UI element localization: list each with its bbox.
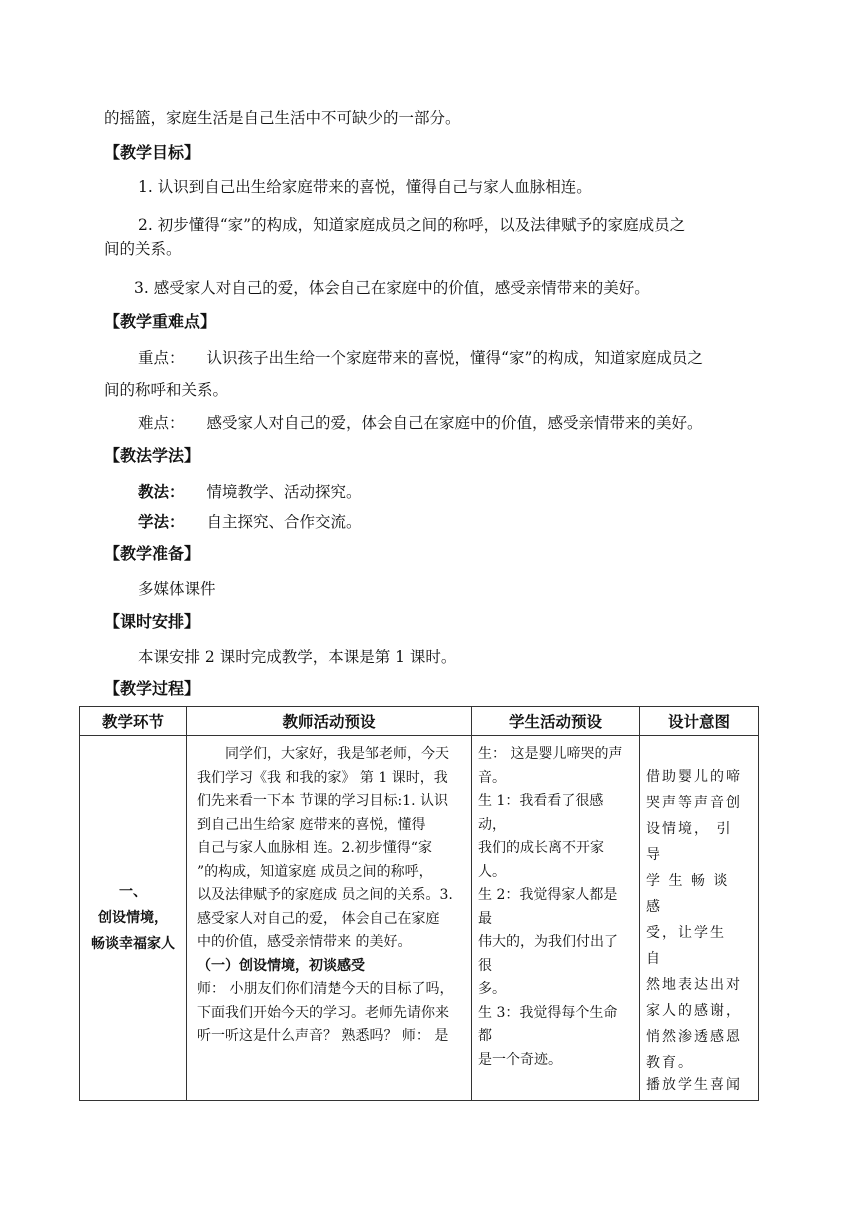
student-line: 生 1：我看看了很感动， (478, 793, 604, 833)
focus-text: 认识孩子出生给一个家庭带来的喜悦，懂得“家”的构成，知道家庭成员之 (206, 349, 703, 367)
intro-line: 的摇篮，家庭生活是自己生活中不可缺少的一部分。 (104, 109, 461, 127)
header-student-activity: 学生活动预设 (472, 707, 640, 736)
table-header-row (80, 707, 759, 736)
student-line: 生 2：我觉得家人都是最 (478, 887, 618, 927)
student-line: 多。 (478, 981, 506, 997)
student-line: 我们的成长离不开家人。 (478, 840, 604, 880)
preparation-heading: 【教学准备】 (104, 544, 201, 563)
difficulty-label: 难点： (138, 414, 185, 432)
focus-label: 重点： (138, 349, 185, 367)
teaching-process-table (79, 706, 759, 1101)
intent-line: 设情境， 引导 (646, 821, 733, 863)
teacher-line: 中的价值，感受亲情带来 的美好。 (197, 934, 412, 950)
design-intent-cell (640, 736, 759, 1101)
teacher-dialog-line: 听一听这是什么声音？ 熟悉吗？ 师： 是 (197, 1028, 449, 1044)
student-line: 生： 这是婴儿啼哭的声 (478, 746, 623, 762)
teacher-line: ”的构成，知道家庭 成员之间的称呼， (197, 863, 433, 880)
student-line: 是一个奇迹。 (478, 1051, 562, 1068)
intent-line: 教育。 (646, 1055, 694, 1071)
student-activity-cell (472, 736, 640, 1101)
difficulty-text: 感受家人对自己的爱，体会自己在家庭中的价值，感受亲情带来的美好。 (206, 414, 703, 432)
goals-heading: 【教学目标】 (104, 143, 201, 162)
teach-method-text: 情境教学、活动探究。 (206, 483, 362, 501)
teacher-line: 我们学习《我 和我的家》 第 1 课时，我 (197, 769, 448, 786)
learn-method-line (138, 511, 362, 533)
goal-item-1: 1. 认识到自己出生给家庭带来的喜悦，懂得自己与家人血脉相连。 (138, 178, 592, 196)
preparation-text: 多媒体课件 (138, 580, 216, 598)
teacher-subheading: （一）创设情境，初谈感受 (197, 957, 365, 974)
header-teacher-activity: 教师活动预设 (187, 707, 472, 736)
teacher-dialog-line: 师： 小朋友们你们清楚今天的目标了吗， (197, 981, 454, 997)
teacher-line: 以及法律赋予的家庭成 员之间的关系。3. (197, 887, 453, 903)
intent-line: 哭声等声音创 (646, 795, 742, 811)
header-stage: 教学环节 (80, 707, 187, 736)
focus-text-cont: 间的称呼和关系。 (104, 381, 229, 399)
student-line: 音。 (478, 769, 506, 786)
intent-line: 悄然渗透感恩 (646, 1029, 742, 1045)
difficulty-line (138, 412, 703, 434)
teacher-dialog-line: 下面我们开始今天的学习。老师先请你来 (197, 1004, 449, 1021)
teacher-line: 自己与家人血脉相 连。2.初步懂得“家 (197, 840, 432, 856)
table-row (80, 736, 759, 1101)
process-heading: 【教学过程】 (104, 679, 201, 698)
teacher-line: 到自己出生给家 庭带来的喜悦，懂得 (197, 816, 426, 833)
stage-number: 一、 (119, 884, 147, 900)
intent-line: 学 生 畅 谈 感 (646, 873, 730, 915)
intent-line: 家人的感谢， (646, 1003, 742, 1019)
methods-heading: 【教法学法】 (104, 446, 201, 465)
goal-item-2: 2. 初步懂得“家”的构成，知道家庭成员之间的称呼，以及法律赋予的家庭成员之 (138, 216, 686, 234)
student-line: 生 3：我觉得每个生命都 (478, 1004, 618, 1044)
goal-item-2-cont: 间的关系。 (104, 240, 182, 258)
stage-title-2: 畅谈幸福家人 (91, 936, 175, 952)
teacher-line: 们先来看一下本 节课的学习目标:1. 认识 (197, 793, 448, 809)
teacher-line: 同学们，大家好，我是邹老师，今天 (225, 746, 449, 762)
stage-title-1: 创设情境， (98, 910, 168, 926)
stage-cell (80, 736, 187, 1101)
teach-method-label: 教法： (138, 482, 185, 501)
goal-item-3: 3. 感受家人对自己的爱，体会自己在家庭中的价值，感受亲情带来的美好。 (134, 279, 650, 297)
intent-line: 受，让学生 自 (646, 925, 726, 967)
teacher-line: 感受家人对自己的爱， 体会自己在家庭 (197, 910, 440, 927)
schedule-heading: 【课时安排】 (104, 612, 201, 631)
intent-line: 借助婴儿的啼 (646, 769, 742, 785)
intent-tail: 播放学生喜闻 (646, 1077, 742, 1093)
learn-method-label: 学法： (138, 512, 185, 531)
teach-method-line (138, 481, 362, 503)
focus-line (138, 347, 703, 369)
teacher-activity-cell (187, 736, 472, 1101)
header-design-intent: 设计意图 (640, 707, 759, 736)
student-line: 伟大的，为我们付出了很 (478, 934, 618, 974)
learn-method-text: 自主探究、合作交流。 (206, 513, 362, 531)
schedule-text: 本课安排 2 课时完成教学，本课是第 1 课时。 (138, 648, 457, 666)
intent-line: 然地表达出对 (646, 977, 742, 993)
key-points-heading: 【教学重难点】 (104, 312, 217, 331)
